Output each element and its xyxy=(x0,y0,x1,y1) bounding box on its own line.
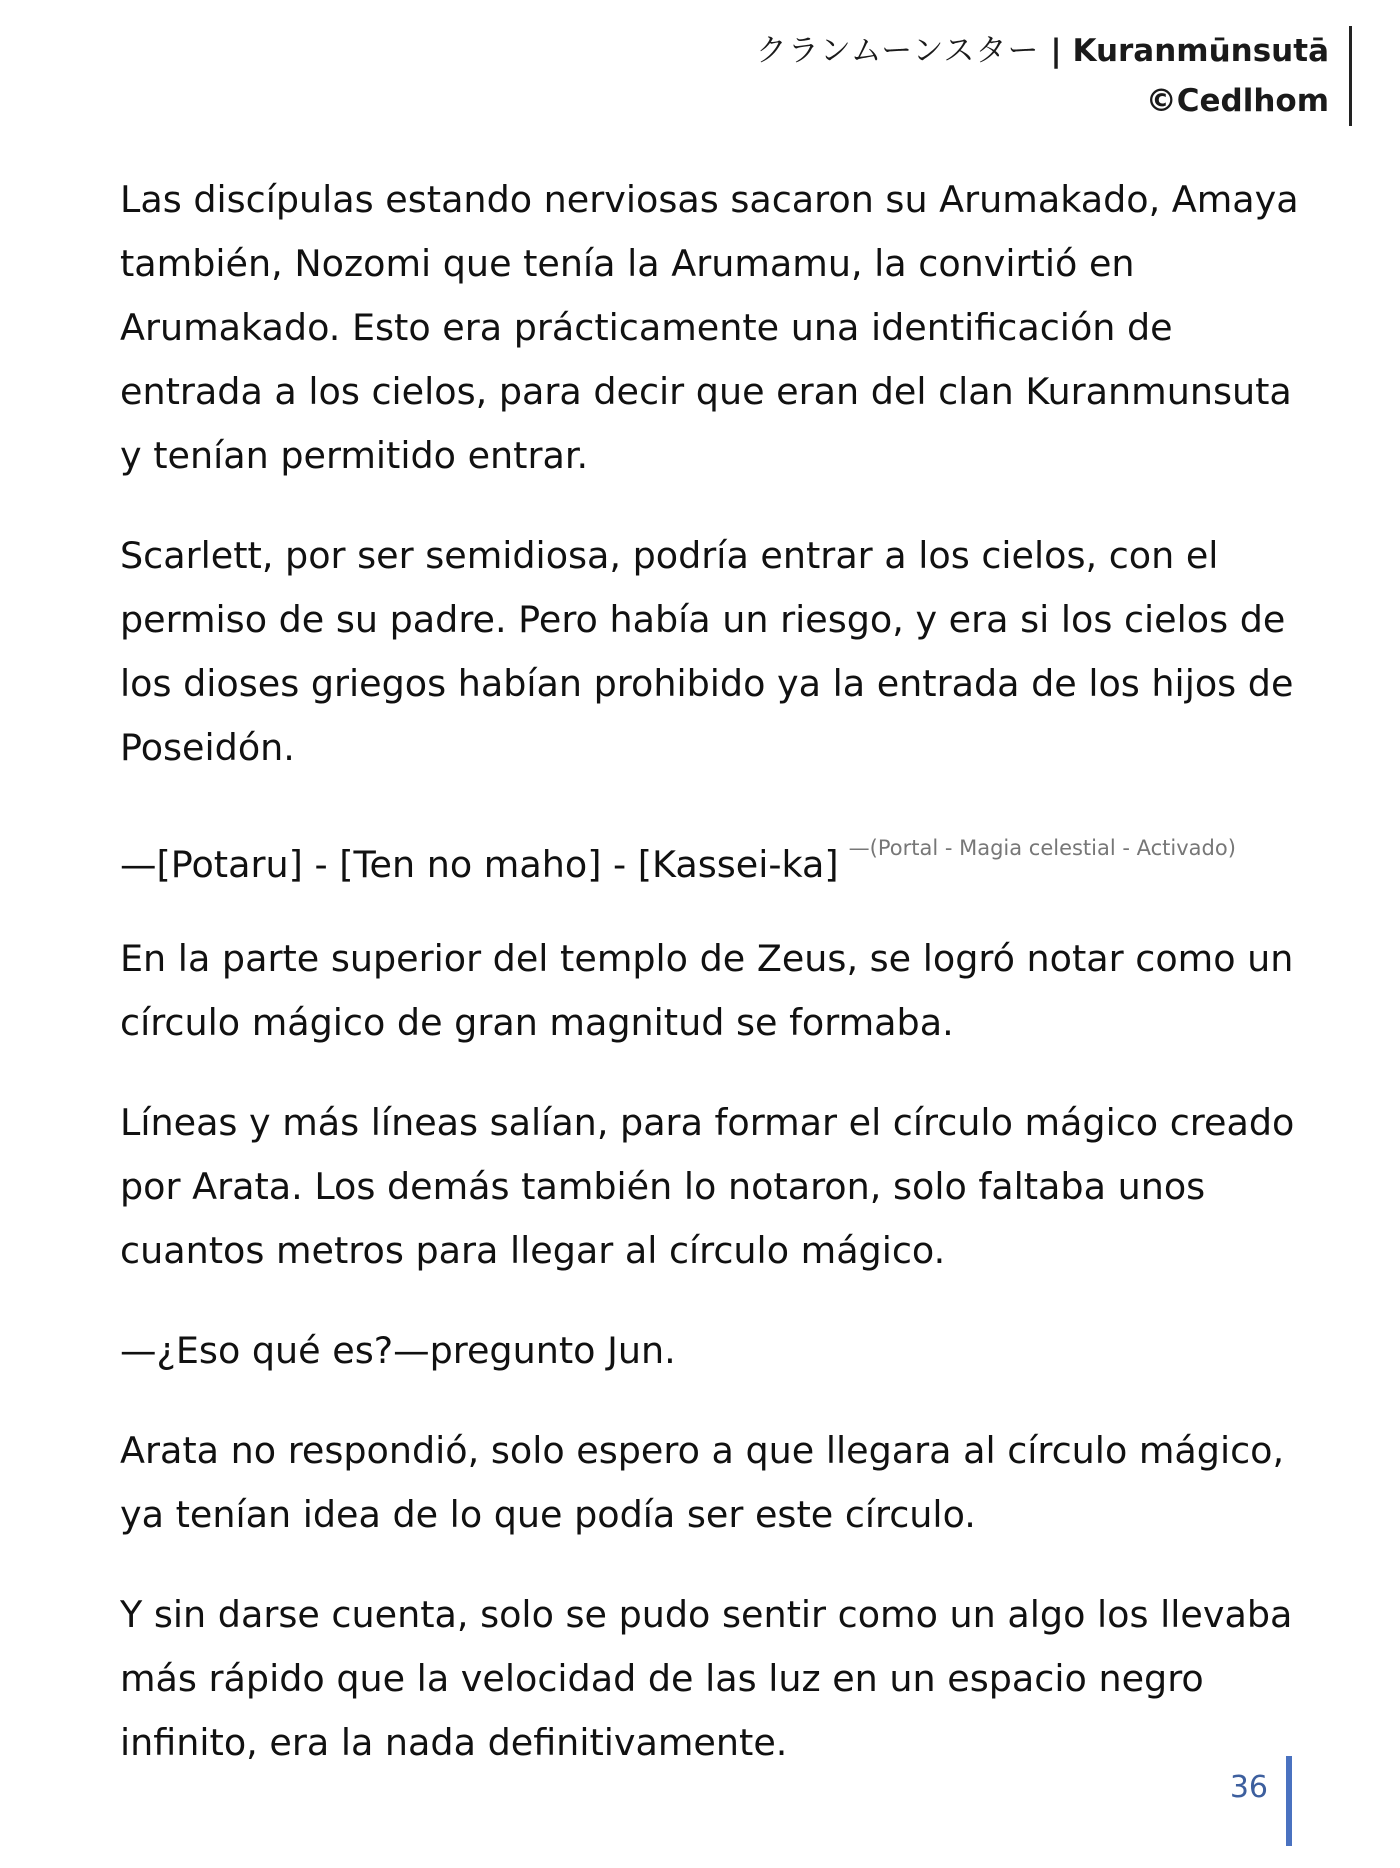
spell-line xyxy=(120,816,1310,897)
header-title-romaji: Kuranmūnsutā xyxy=(1072,33,1329,69)
spell-translation-note: —(Portal - Magia celestial - Activado) xyxy=(848,836,1236,860)
paragraph: Las discípulas estando nerviosas sacaron su Arumakado, Amaya también, Nozomi que tenía la Arumamu, la convirtió en Arumakado. Esto era prácticamente una identificación de entrada a los cielos, para decir que eran del clan Kuranmunsuta y tenían permitido entrar. xyxy=(120,178,1299,477)
paragraph: Arata no respondió, solo espero a que llegara al círculo mágico, ya tenían idea de lo que podía ser este círculo. xyxy=(120,1429,1285,1536)
page-body xyxy=(120,168,1310,1811)
paragraph: Líneas y más líneas salían, para formar el círculo mágico creado por Arata. Los demás también lo notaron, solo faltaba unos cuantos metros para llegar al círculo mágico. xyxy=(120,1101,1295,1272)
header-title-jp: クランムーンスター xyxy=(755,33,1040,69)
header-copyright: ©Cedlhom xyxy=(1145,83,1329,119)
page-number: 36 xyxy=(1230,1756,1292,1846)
spell-text: —[Potaru] - [Ten no maho] - [Kassei-ka] xyxy=(120,843,839,886)
header-title-line xyxy=(756,26,1329,76)
header-separator: | xyxy=(1050,33,1062,69)
running-header xyxy=(756,26,1352,126)
paragraph: Y sin darse cuenta, solo se pudo sentir como un algo los llevaba más rápido que la velocidad de las luz en un espacio negro infinito, era la nada definitivamente. xyxy=(120,1593,1293,1764)
paragraph: Scarlett, por ser semidiosa, podría entrar a los cielos, con el permiso de su padre. Pero había un riesgo, y era si los cielos de los dioses griegos habían prohibido ya la entrada de los hijos de Poseidón. xyxy=(120,534,1294,769)
dialogue-line: —¿Eso qué es?—pregunto Jun. xyxy=(120,1329,676,1372)
paragraph: En la parte superior del templo de Zeus, se logró notar como un círculo mágico de gran magnitud se formaba. xyxy=(120,937,1294,1044)
